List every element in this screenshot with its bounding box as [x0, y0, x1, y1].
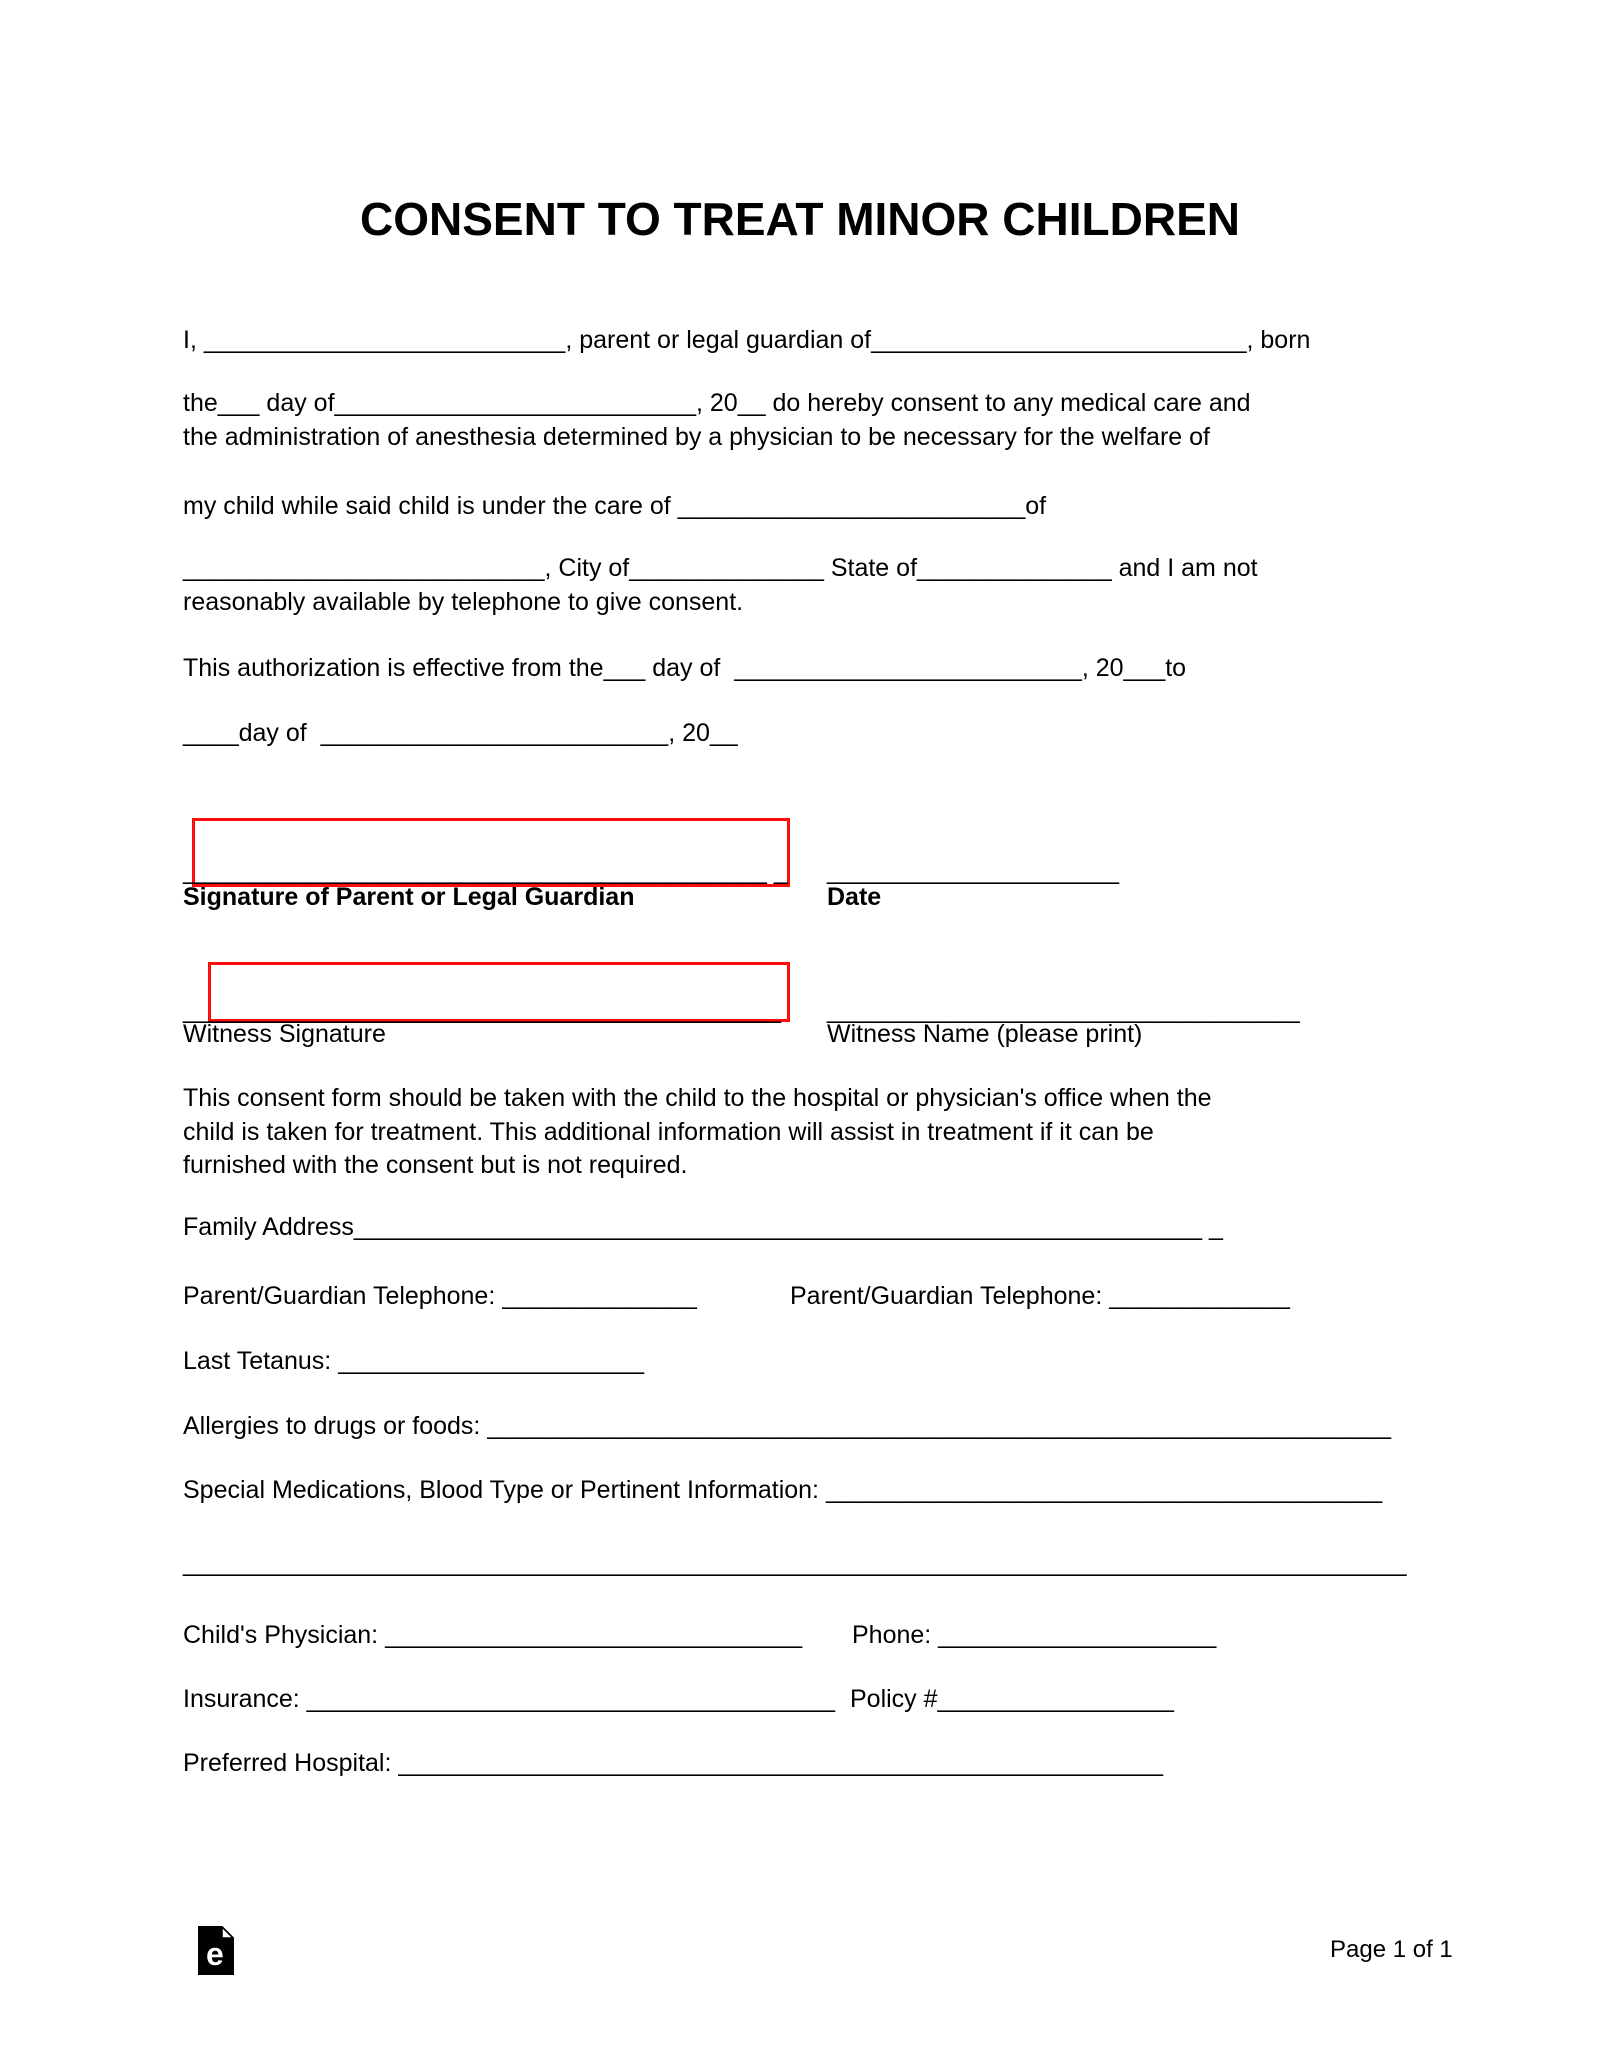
- parent-phone-field-2: Parent/Guardian Telephone: _____________: [790, 1282, 1290, 1310]
- form-line-consent-1a: the___ day of__________________________, 20__ do hereby consent to any medical care and: [183, 389, 1251, 417]
- additional-info-line-1: This consent form should be taken with the child to the hospital or physician's office when the: [183, 1084, 1212, 1112]
- date-label: Date: [827, 883, 882, 911]
- additional-info-line-2: child is taken for treatment. This additional information will assist in treatment if it can be: [183, 1117, 1154, 1146]
- form-line-consent-1b: the administration of anesthesia determined by a physician to be necessary for the welfare of: [183, 422, 1210, 451]
- witness-signature-line: ___________________________________________: [183, 996, 781, 1024]
- date-line: _____________________: [827, 857, 1119, 885]
- witness-name-label: Witness Name (please print): [827, 1020, 1143, 1048]
- form-line-effective-from: This authorization is effective from the___ day of _________________________, 20___to: [183, 654, 1187, 682]
- form-line-consent-1: [183, 387, 1251, 454]
- form-line-effective-to: ____day of _________________________, 20__: [183, 719, 738, 747]
- additional-info-line-3: furnished with the consent but is not required.: [183, 1151, 688, 1179]
- last-tetanus-field: Last Tetanus: ______________________: [183, 1347, 645, 1375]
- childs-physician-field: Child's Physician: ______________________________: [183, 1621, 803, 1649]
- parent-signature-label: Signature of Parent or Legal Guardian: [183, 883, 635, 911]
- parent-phone-field-1: Parent/Guardian Telephone: ______________: [183, 1282, 697, 1310]
- witness-signature-label: Witness Signature: [183, 1020, 386, 1048]
- parent-signature-line: __________________________________________ _: [183, 857, 788, 885]
- policy-number-field: Policy #_________________: [850, 1685, 1174, 1713]
- form-line-location-b: reasonably available by telephone to give consent.: [183, 587, 744, 616]
- form-line-child-care: my child while said child is under the care of _________________________of: [183, 492, 1047, 520]
- form-line-intro: I, __________________________, parent or legal guardian of___________________________, born: [183, 326, 1311, 354]
- document-title: CONSENT TO TREAT MINOR CHILDREN: [360, 193, 1240, 245]
- page-number: Page 1 of 1: [1330, 1936, 1453, 1963]
- family-address-field: Family Address_____________________________________________________________ _: [183, 1213, 1223, 1241]
- allergies-field: Allergies to drugs or foods: _________________________________________________________________: [183, 1412, 1392, 1440]
- eforms-logo-letter: e: [206, 1936, 224, 1972]
- eforms-logo-icon: [198, 1926, 234, 1975]
- special-medications-field: Special Medications, Blood Type or Pertinent Information: ________________________________________: [183, 1476, 1383, 1504]
- witness-name-line: __________________________________: [827, 996, 1300, 1024]
- additional-info-paragraph: [183, 1082, 1212, 1183]
- insurance-field: Insurance: ______________________________________: [183, 1685, 836, 1713]
- form-line-location: [183, 552, 1258, 619]
- physician-phone-field: Phone: ____________________: [852, 1621, 1217, 1649]
- special-medications-continuation-line: ________________________________________________________________________________________: [183, 1549, 1407, 1577]
- preferred-hospital-field: Preferred Hospital: _______________________________________________________: [183, 1749, 1164, 1777]
- form-line-location-a: __________________________, City of______________ State of______________ and I am not: [183, 554, 1258, 582]
